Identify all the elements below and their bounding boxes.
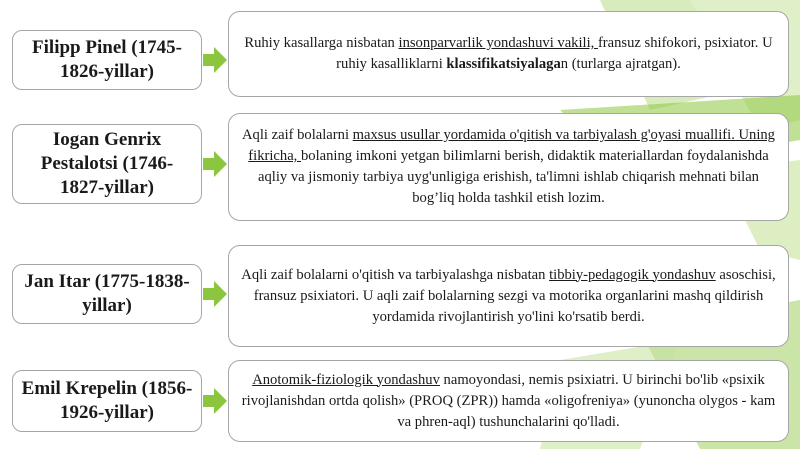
description-text [239, 370, 778, 433]
arrow-right-icon [203, 47, 227, 73]
person-name-krepelin [12, 370, 202, 432]
person-name-label: Jan Itar (1775-1838-yillar) [24, 271, 190, 316]
person-name-label: Emil Krepelin (1856-1926-yillar) [21, 378, 193, 423]
desc-segment-underlined: tibbiy-pedagogik yondashuv [549, 266, 716, 283]
person-name-itar [12, 264, 202, 324]
desc-segment: n (turlarga ajratgan). [560, 56, 681, 72]
person-name-label: Filipp Pinel (1745-1826-yillar) [32, 37, 182, 82]
desc-segment: namoyondasi, nemis psixiatri. U birinchi bo'lib «psixik rivojlanishdan ortda qolish» (PROQ (ZPR)) hamda «oligofreniya» (yunoncha olygos - kam va phren-aql) tushunchalarini qo'lladi. [241, 371, 776, 430]
arrow-right-icon [203, 151, 227, 177]
person-name-label: Iogan Genrix Pestalotsi (1746-1827-yillar) [40, 129, 174, 198]
description-text [239, 265, 778, 328]
description-text [239, 125, 778, 209]
desc-segment-underlined: Anotomik-fiziologik yondashuv [252, 371, 440, 388]
desc-segment-bold: klassifikatsiyalaga [446, 56, 561, 72]
desc-segment: fransuz shifokori, psixiator. U ruhiy kasalliklarni [336, 35, 773, 72]
description-pestalotsi [228, 113, 789, 221]
arrow-right-icon [203, 281, 227, 307]
desc-segment-underlined: maxsus usullar yordamida o'qitish va tarbiyalash g'oyasi muallifi. Uning fikricha, [248, 127, 775, 164]
description-itar [228, 245, 789, 347]
desc-segment: Aqli zaif bolalarni [242, 127, 353, 143]
desc-segment: asoschisi, fransuz psixiatori. U aqli zaif bolalarning sezgi va motorika organlarini mashq qildirish yordamida rivojlantirish yo'lini ko'rsatib berdi. [253, 266, 776, 325]
description-pinel [228, 11, 789, 97]
desc-segment: Aqli zaif bolalarni o'qitish va tarbiyalashga nisbatan [241, 266, 550, 283]
desc-segment-underlined: insonparvarlik yondashuvi vakili, [398, 35, 598, 51]
person-name-pestalotsi [12, 124, 202, 204]
description-text [239, 33, 778, 75]
desc-segment: Ruhiy kasallarga nisbatan [244, 35, 399, 51]
description-krepelin [228, 360, 789, 442]
desc-segment: bolaning imkoni yetgan bilimlarni berish, didaktik materiallardan foydalanishda aqliy va jismoniy tarbiya uyg'unligiga erishish, ta'limni ishlab chiqarish mehnati bilan bog’liq holda tashkil etish lozim. [258, 148, 769, 206]
arrow-right-icon [203, 388, 227, 414]
person-name-pinel [12, 30, 202, 90]
